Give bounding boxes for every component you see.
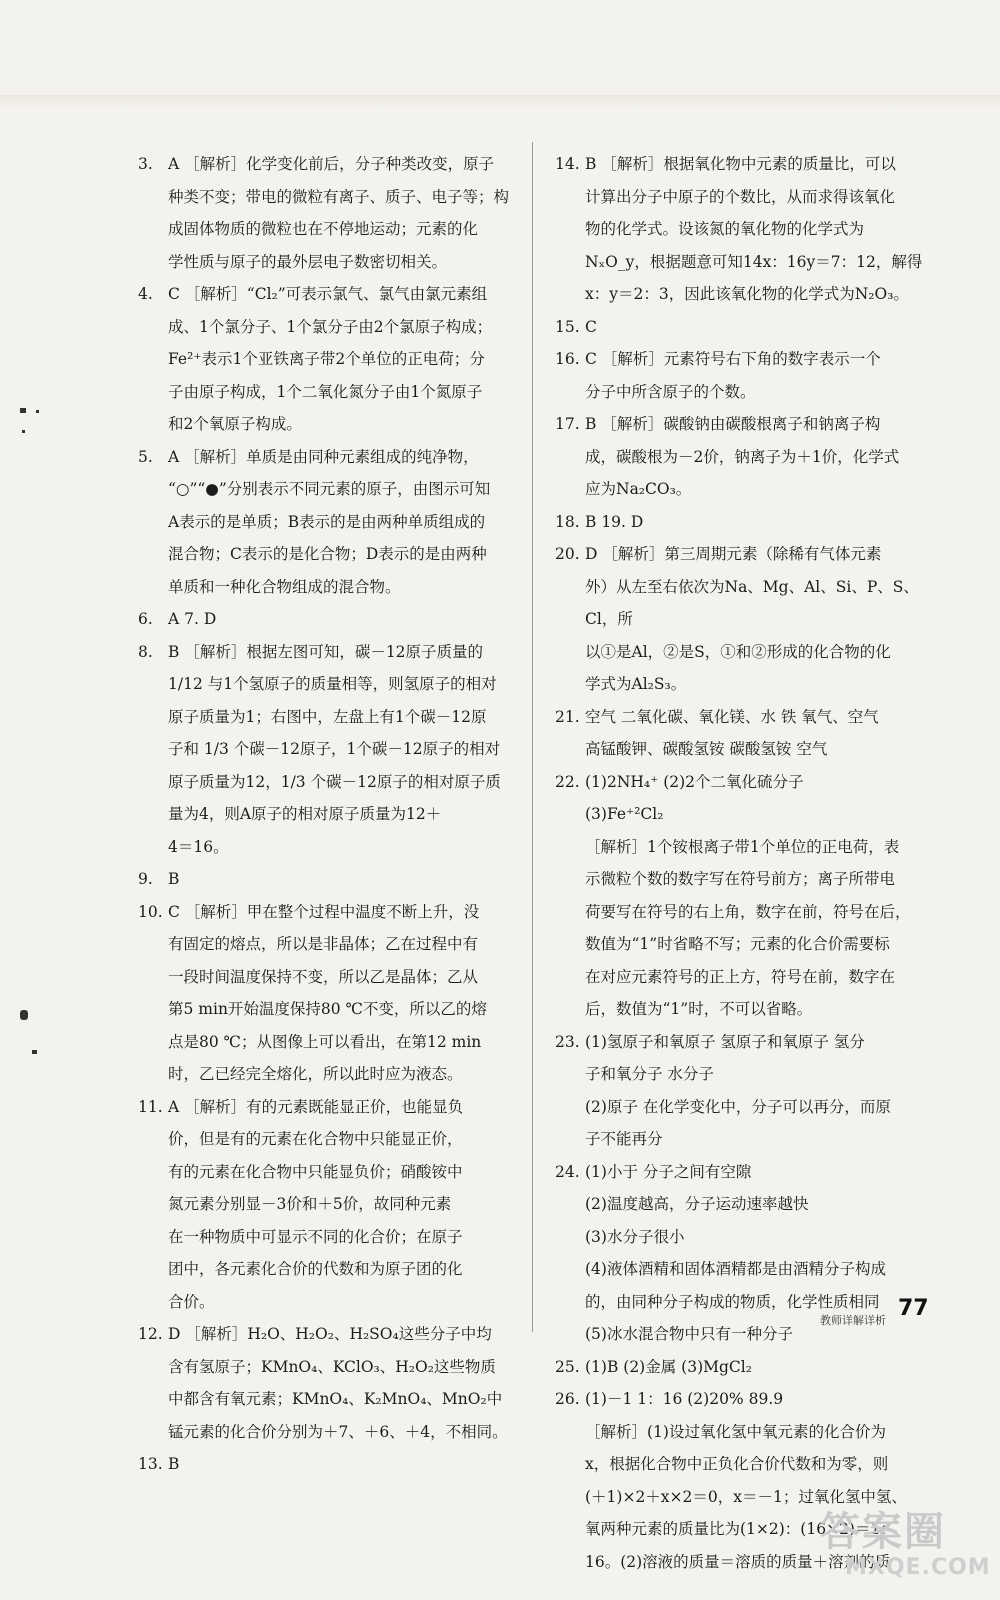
watermark-url: MXQE.COM [845,1555,991,1580]
item-number: 20. [555,545,580,563]
item-line: ［解析］1个铵根离子带1个单位的正电荷，表 [585,837,900,856]
scan-mark [36,410,39,413]
item-line: (1)氢原子和氧原子 氢原子和氧原子 氢分 [585,1032,865,1051]
item-line: (5)冰水混合物中只有一种分子 [585,1325,793,1343]
item-line: 第5 min开始温度保持80 ℃不变，所以乙的熔 [168,1000,487,1018]
item-line: 成固体物质的微粒也在不停地运动；元素的化 [168,220,479,238]
item-line: 合价。 [168,1292,215,1311]
item-line: (3)Fe⁺²Cl₂ [585,805,664,823]
item-line: 物的化学式。设该氮的氧化物的化学式为 [585,220,865,238]
answer-item [555,343,947,408]
item-line: (2)温度越高，分子运动速率越快 [585,1195,809,1213]
item-number: 5. [138,447,153,466]
item-line: x，根据化合物中正负化合价代数和为零，则 [585,1455,889,1473]
item-line: 团中，各元素化合价的代数和为原子团的化 [168,1260,463,1278]
item-line: 混合物；C表示的是化合物；D表示的是由两种 [168,545,487,563]
item-line: A ［解析］化学变化前后，分子种类改变，原子 [168,155,495,173]
answer-item [138,636,518,864]
item-number: 24. [555,1162,580,1181]
item-line: 的，由同种分子构成的物质，化学性质相同 [585,1292,880,1311]
item-line: NₓO_y，根据题意可知14x：16y＝7：12，解得 [585,252,923,271]
page-number: 77 [898,1296,929,1321]
answer-item [555,408,947,506]
item-number: 22. [555,772,580,791]
right-column [555,148,947,1578]
item-line: ［解析］(1)设过氧化氢中氧元素的化合价为 [585,1422,886,1441]
item-line: (1)小于 分子之间有空隙 [585,1162,752,1181]
item-line: 有固定的熔点，所以是非晶体；乙在过程中有 [168,935,479,953]
item-number: 17. [555,415,580,433]
item-number: 21. [555,707,580,726]
item-number: 10. [138,902,163,921]
answer-item [555,1026,947,1156]
item-line: 空气 二氧化碳、氧化镁、水 铁 氧气、空气 [585,707,879,726]
answer-item [555,311,947,344]
item-line: 中都含有氧元素；KMnO₄、K₂MnO₄、MnO₂中 [168,1390,503,1408]
item-line: C [585,317,597,336]
item-line: B ［解析］根据左图可知，碳－12原子质量的 [168,642,484,661]
item-line: (2)原子 在化学变化中，分子可以再分，而原 [585,1097,891,1116]
item-line: 成、1个氯分子、1个氯分子由2个氯原子构成； [168,317,493,336]
item-line: 在对应元素符号的正上方，符号在前，数字在 [585,967,896,986]
item-number: 23. [555,1032,580,1051]
item-line: 应为Na₂CO₃。 [585,480,692,498]
item-line: 学式为Al₂S₃。 [585,675,687,693]
item-line: 子和 1/3 个碳－12原子，1个碳－12原子的相对 [168,740,501,758]
left-column [138,148,518,1481]
answer-item [555,701,947,766]
item-number: 15. [555,317,580,336]
item-line: x：y＝2：3，因此该氧化物的化学式为N₂O₃。 [585,285,909,303]
item-line: “○”“●”分别表示不同元素的原子，由图示可知 [168,480,491,498]
answer-item [138,1318,518,1448]
answer-item [138,1448,518,1481]
item-line: B 19. D [585,512,644,531]
item-line: D ［解析］H₂O、H₂O₂、H₂SO₄这些分子中均 [168,1325,492,1343]
item-line: Fe²⁺表示1个亚铁离子带2个单位的正电荷；分 [168,350,485,368]
item-line: A ［解析］有的元素既能显正价，也能显负 [168,1097,464,1116]
item-line: 4＝16。 [168,837,229,856]
watermark-logo-text: 答案圈 [820,1509,946,1555]
scan-mark [22,430,25,433]
item-line: 价，但是有的元素在化合物中只能显正价， [168,1130,463,1148]
item-number: 26. [555,1390,580,1408]
item-number: 8. [138,642,153,661]
footer-label: 教师详解详析 [820,1314,886,1327]
answer-item [138,896,518,1091]
item-line: 锰元素的化合价分别为＋7、＋6、＋4，不相同。 [168,1422,508,1441]
item-line: A ［解析］单质是由同种元素组成的纯净物， [168,447,479,466]
answer-item [555,766,947,1026]
item-line: 计算出分子中原子的个数比，从而求得该氧化 [585,187,896,206]
item-line: 学性质与原子的最外层电子数密切相关。 [168,252,448,271]
item-line: 16。(2)溶液的质量＝溶质的质量＋溶剂的质 [585,1552,891,1571]
item-line: 在一种物质中可显示不同的化合价；在原子 [168,1227,463,1246]
item-line: (1)2NH₄⁺ (2)2个二氧化硫分子 [585,772,804,791]
answer-item [138,441,518,604]
answer-item [555,1351,947,1384]
item-line: 子和氧分子 水分子 [585,1065,714,1083]
item-number: 25. [555,1357,580,1376]
item-line: 分子中所含原子的个数。 [585,382,756,401]
page-top-shadow [0,95,1000,109]
item-line: D ［解析］第三周期元素（除稀有气体元素 [585,545,882,563]
item-line: 一段时间温度保持不变，所以乙是晶体；乙从 [168,967,479,986]
item-line: (1)－1 1：16 (2)20% 89.9 [585,1390,784,1408]
item-line: 高锰酸钾、碳酸氢铵 碳酸氢铵 空气 [585,740,828,758]
item-number: 16. [555,350,580,368]
item-line: 含有氢原子；KMnO₄、KClO₃、H₂O₂这些物质 [168,1357,496,1376]
answer-item [555,506,947,539]
item-number: 13. [138,1455,163,1473]
scan-mark [20,1010,28,1020]
item-line: 子由原子构成，1个二氧化氮分子由1个氮原子 [168,382,483,401]
item-line: 原子质量为12，1/3 个碳－12原子的相对原子质 [168,772,501,791]
item-line: C ［解析］“Cl₂”可表示氯气、氯气由氯元素组 [168,285,488,303]
item-line: (3)水分子很小 [585,1227,685,1246]
item-line: B ［解析］碳酸钠由碳酸根离子和钠离子构 [585,415,881,433]
item-line: 1/12 与1个氢原子的质量相等，则氢原子的相对 [168,675,497,693]
answer-item [138,148,518,278]
item-line: 点是80 ℃；从图像上可以看出，在第12 min [168,1032,482,1051]
item-line: 种类不变；带电的微粒有离子、质子、电子等；构 [168,187,510,206]
item-number: 11. [138,1097,163,1116]
answer-item [555,538,947,701]
column-divider [532,142,533,1332]
item-number: 12. [138,1325,163,1343]
item-line: 后，数值为“1”时，不可以省略。 [585,1000,813,1018]
item-line: B [168,870,180,888]
item-number: 9. [138,870,153,888]
item-line: 外）从左至右依次为Na、Mg、Al、Si、P、S、Cl，所 [585,577,919,628]
answer-item [555,148,947,311]
item-line: (4)液体酒精和固体酒精都是由酒精分子构成 [585,1260,886,1278]
item-line: 荷要写在符号的右上角，数字在前，符号在后， [585,902,911,921]
item-line: 单质和一种化合物组成的混合物。 [168,577,401,596]
item-line: B [168,1455,180,1473]
item-line: 以①是Al，②是S，①和②形成的化合物的化 [585,642,891,661]
item-number: 18. [555,512,580,531]
answer-item [555,1156,947,1351]
item-number: 4. [138,285,153,303]
item-line: B ［解析］根据氧化物中元素的质量比，可以 [585,155,896,173]
item-number: 6. [138,610,153,628]
item-line: 和2个氧原子构成。 [168,415,302,433]
item-line: 原子质量为1；右图中，左盘上有1个碳－12原 [168,707,487,726]
item-line: C ［解析］元素符号右下角的数字表示一个 [585,350,881,368]
item-line: A 7. D [168,610,217,628]
item-line: 示微粒个数的数字写在符号前方；离子所带电 [585,870,896,888]
item-line: 有的元素在化合物中只能显负价；硝酸铵中 [168,1162,463,1181]
answer-item [138,603,518,636]
item-line: 量为4，则A原子的相对原子质量为12＋ [168,805,442,823]
item-line: 时，乙已经完全熔化，所以此时应为液态。 [168,1065,463,1083]
answer-item [138,1091,518,1319]
item-line: 子不能再分 [585,1130,663,1148]
item-line: 氮元素分别显－3价和＋5价，故同种元素 [168,1195,452,1213]
item-line: 数值为“1”时省略不写；元素的化合价需要标 [585,935,890,953]
answer-item [138,278,518,441]
item-number: 14. [555,155,580,173]
scan-mark [20,408,26,413]
scan-mark [32,1050,37,1054]
item-line: 氧两种元素的质量比为(1×2)：(16×2)＝1： [585,1520,896,1538]
item-number: 3. [138,155,153,173]
item-line: (＋1)×2＋x×2＝0，x＝－1；过氧化氢中氢、 [585,1487,907,1506]
answer-item [138,863,518,896]
item-line: C ［解析］甲在整个过程中温度不断上升，没 [168,902,480,921]
item-line: (1)B (2)金属 (3)MgCl₂ [585,1357,752,1376]
item-line: A表示的是单质；B表示的是由两种单质组成的 [168,512,486,531]
item-line: 成，碳酸根为－2价，钠离子为＋1价，化学式 [585,447,900,466]
